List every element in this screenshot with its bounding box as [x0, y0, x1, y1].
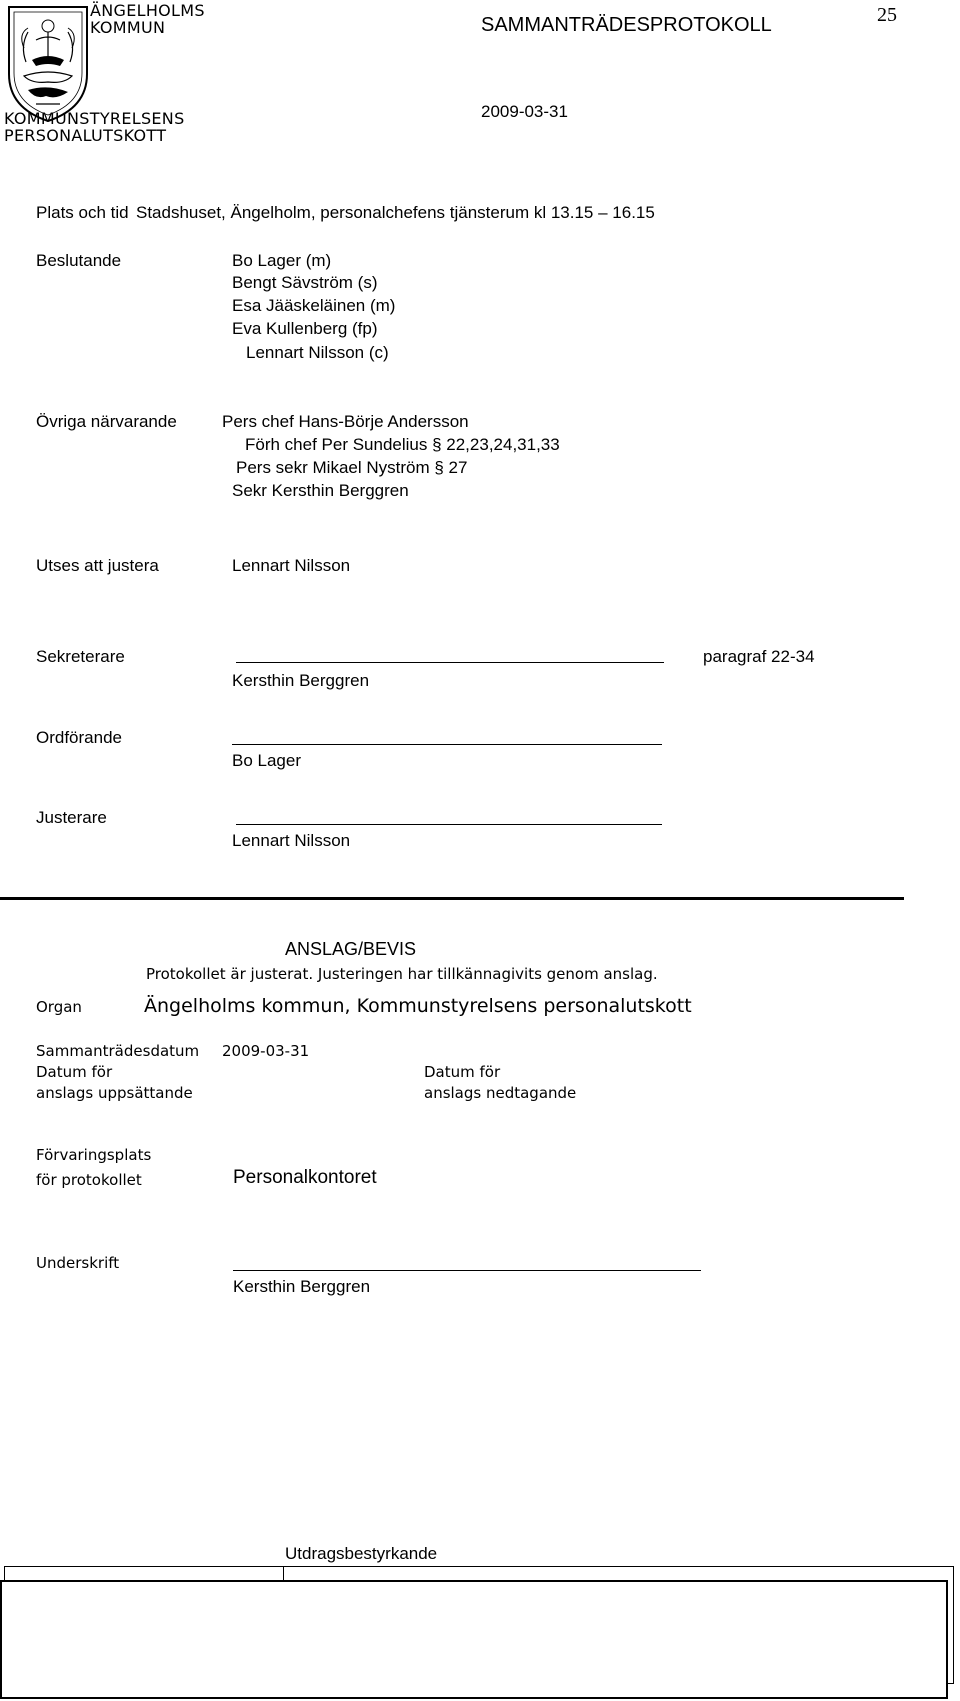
signature-label: Underskrift: [36, 1254, 120, 1272]
adjuster-signature-line: [236, 824, 662, 825]
extract-label: Utdragsbestyrkande: [285, 1544, 438, 1563]
notice-signature-line: [233, 1270, 701, 1271]
committee-line1: KOMMUNSTYRELSENS: [4, 109, 185, 128]
secretary-name: Kersthin Berggren: [232, 671, 370, 690]
decision-member: Bo Lager (m): [232, 251, 332, 270]
meeting-date-value: 2009-03-31: [222, 1042, 310, 1060]
chair-name: Bo Lager: [232, 751, 301, 770]
notice-subtext: Protokollet är justerat. Justeringen har tillkännagivits genom anslag.: [146, 965, 658, 983]
notice-heading: ANSLAG/BEVIS: [285, 939, 417, 959]
committee-line2: PERSONALUTSKOTT: [4, 126, 167, 145]
storage-label: Förvaringsplats: [36, 1146, 152, 1164]
adjust-label: Utses att justera: [36, 556, 159, 575]
secretary-paragraph: paragraf 22-34: [703, 647, 815, 666]
section-divider: [0, 897, 904, 900]
extract-box-tick: [283, 1566, 284, 1580]
org-name-line1: ÄNGELHOLMS: [90, 1, 205, 20]
secretary-signature-line: [236, 662, 664, 663]
decision-label: Beslutande: [36, 251, 122, 270]
document-title: SAMMANTRÄDESPROTOKOLL: [481, 14, 772, 36]
coat-of-arms-icon: [6, 4, 90, 124]
posting-date-label: Datum för: [36, 1063, 113, 1081]
meeting-date-label: Sammanträdesdatum: [36, 1042, 200, 1060]
chair-label: Ordförande: [36, 728, 122, 747]
decision-member: Esa Jääskeläinen (m): [232, 296, 396, 315]
others-entry: Förh chef Per Sundelius § 22,23,24,31,33: [245, 435, 560, 454]
signature-name: Kersthin Berggren: [233, 1277, 371, 1296]
chair-signature-line: [232, 744, 662, 745]
others-entry: Pers sekr Mikael Nyström § 27: [236, 458, 468, 477]
removal-date-label: Datum för: [424, 1063, 501, 1081]
others-entry: Sekr Kersthin Berggren: [232, 481, 409, 500]
organ-label: Organ: [36, 998, 82, 1016]
secretary-label: Sekreterare: [36, 647, 125, 666]
adjust-value: Lennart Nilsson: [232, 556, 351, 575]
posting-date-label-2: anslags uppsättande: [36, 1084, 193, 1102]
place-label: Plats och tid: [36, 203, 129, 222]
decision-member: Lennart Nilsson (c): [246, 343, 389, 362]
adjuster-name: Lennart Nilsson: [232, 831, 351, 850]
organ-value: Ängelholms kommun, Kommunstyrelsens personalutskott: [144, 995, 692, 1017]
place-value: Stadshuset, Ängelholm, personalchefens tjänsterum kl 13.15 – 16.15: [136, 203, 655, 222]
decision-member: Eva Kullenberg (fp): [232, 319, 378, 338]
decision-member: Bengt Sävström (s): [232, 273, 378, 292]
removal-date-label-2: anslags nedtagande: [424, 1084, 577, 1102]
adjuster-label: Justerare: [36, 808, 107, 827]
others-label: Övriga närvarande: [36, 412, 177, 431]
storage-value: Personalkontoret: [233, 1167, 377, 1188]
storage-label-2: för protokollet: [36, 1171, 142, 1189]
others-entry: Pers chef Hans-Börje Andersson: [222, 412, 469, 431]
page-number: 25: [877, 4, 897, 26]
org-name-line2: KOMMUN: [90, 18, 166, 37]
document-date: 2009-03-31: [481, 102, 568, 121]
extract-box-inner: [0, 1580, 948, 1699]
